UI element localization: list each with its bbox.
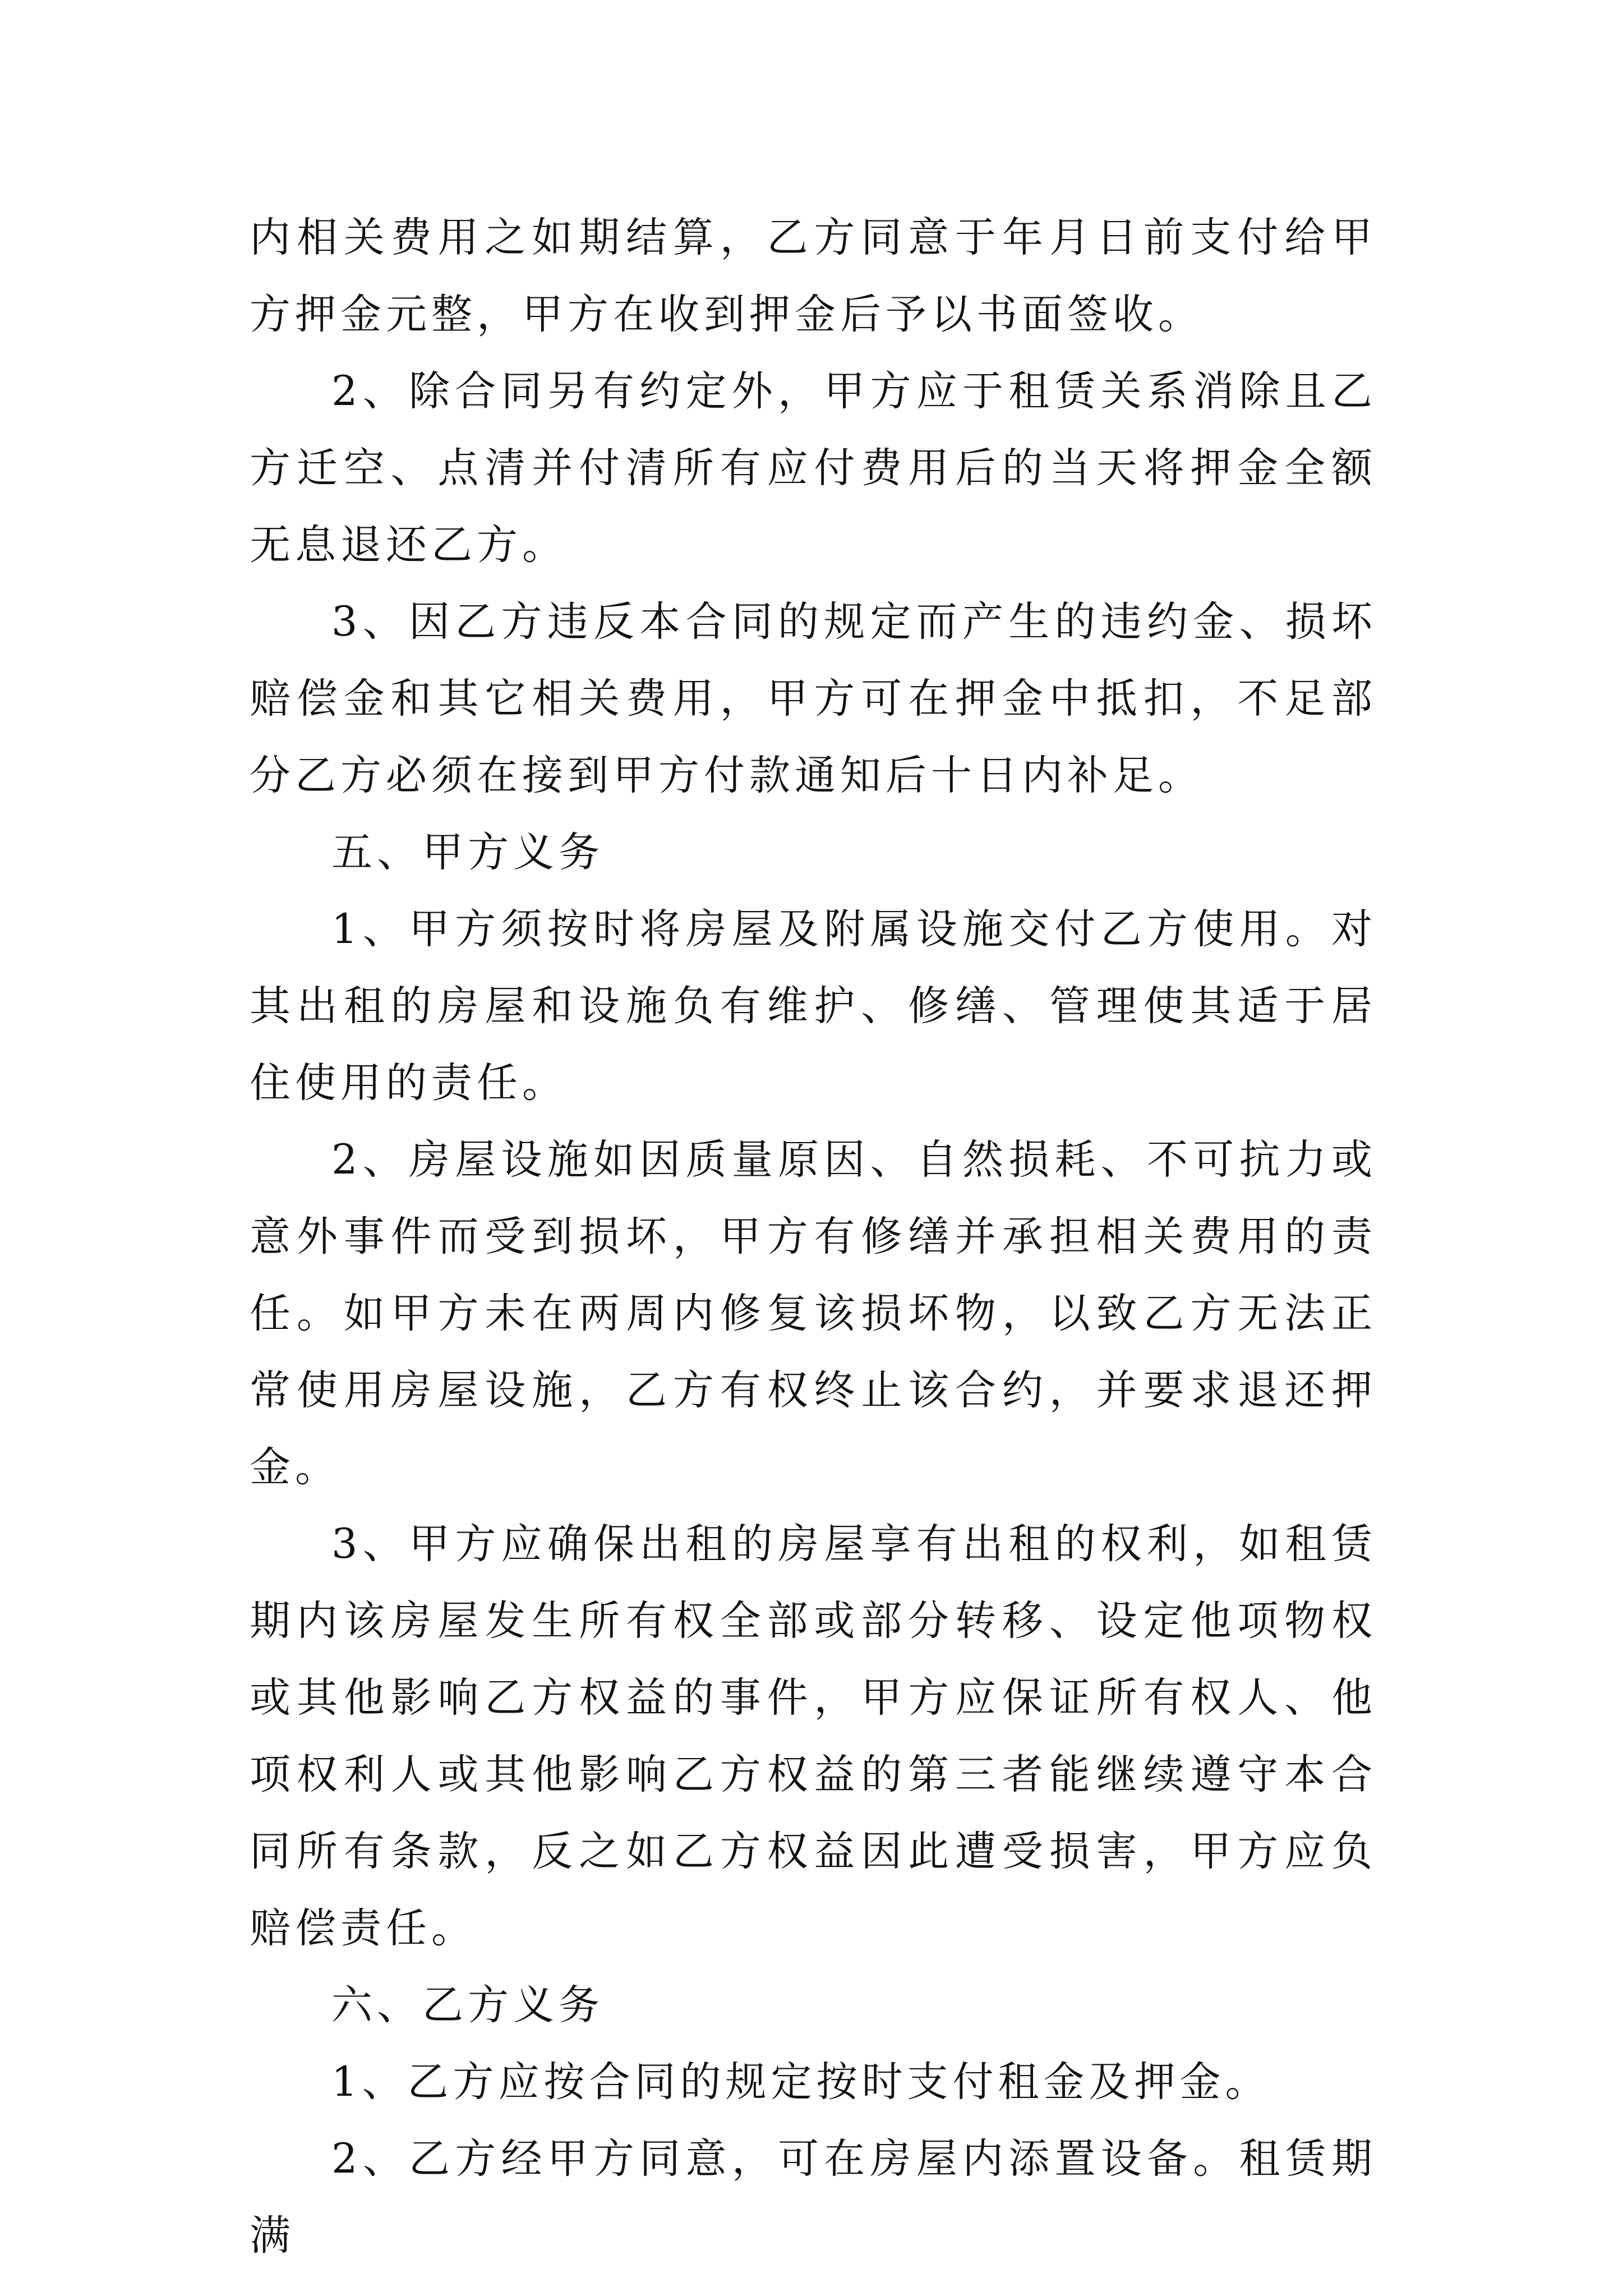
paragraph: 2、房屋设施如因质量原因、自然损耗、不可抗力或意外事件而受到损坏，甲方有修缮并承担相关费用的责任。如甲方未在两周内修复该损坏物，以致乙方无法正常使用房屋设施，乙方有权终止该合约，并要求退还押金。 xyxy=(250,1136,1377,1491)
paragraph: 1、甲方须按时将房屋及附属设施交付乙方使用。对其出租的房屋和设施负有维护、修缮、管理使其适于居住使用的责任。 xyxy=(250,905,1377,1107)
document-body xyxy=(250,199,1377,2274)
paragraph: 3、因乙方违反本合同的规定而产生的违约金、损坏赔偿金和其它相关费用，甲方可在押金中抵扣，不足部分乙方必须在接到甲方付款通知后十日内补足。 xyxy=(250,598,1377,799)
section-heading: 五、甲方义务 xyxy=(331,829,604,876)
section-heading: 六、乙方义务 xyxy=(331,1981,604,2029)
paragraph: 2、乙方经甲方同意，可在房屋内添置设备。租赁期满 xyxy=(250,2135,1377,2260)
paragraph: 2、除合同另有约定外，甲方应于租赁关系消除且乙方迁空、点清并付清所有应付费用后的当天将押金全额无息退还乙方。 xyxy=(250,367,1377,569)
paragraph: 3、甲方应确保出租的房屋享有出租的权利，如租赁期内该房屋发生所有权全部或部分转移、设定他项物权或其他影响乙方权益的事件，甲方应保证所有权人、他项权利人或其他影响乙方权益的第三者能继续遵守本合同所有条款，反之如乙方权益因此遭受损害，甲方应负赔偿责任。 xyxy=(250,1520,1377,1952)
paragraph: 1、乙方应按合同的规定按时支付租金及押金。 xyxy=(331,2058,1271,2106)
paragraph-continued: 内相关费用之如期结算，乙方同意于年月日前支付给甲方押金元整，甲方在收到押金后予以书面签收。 xyxy=(250,214,1377,338)
